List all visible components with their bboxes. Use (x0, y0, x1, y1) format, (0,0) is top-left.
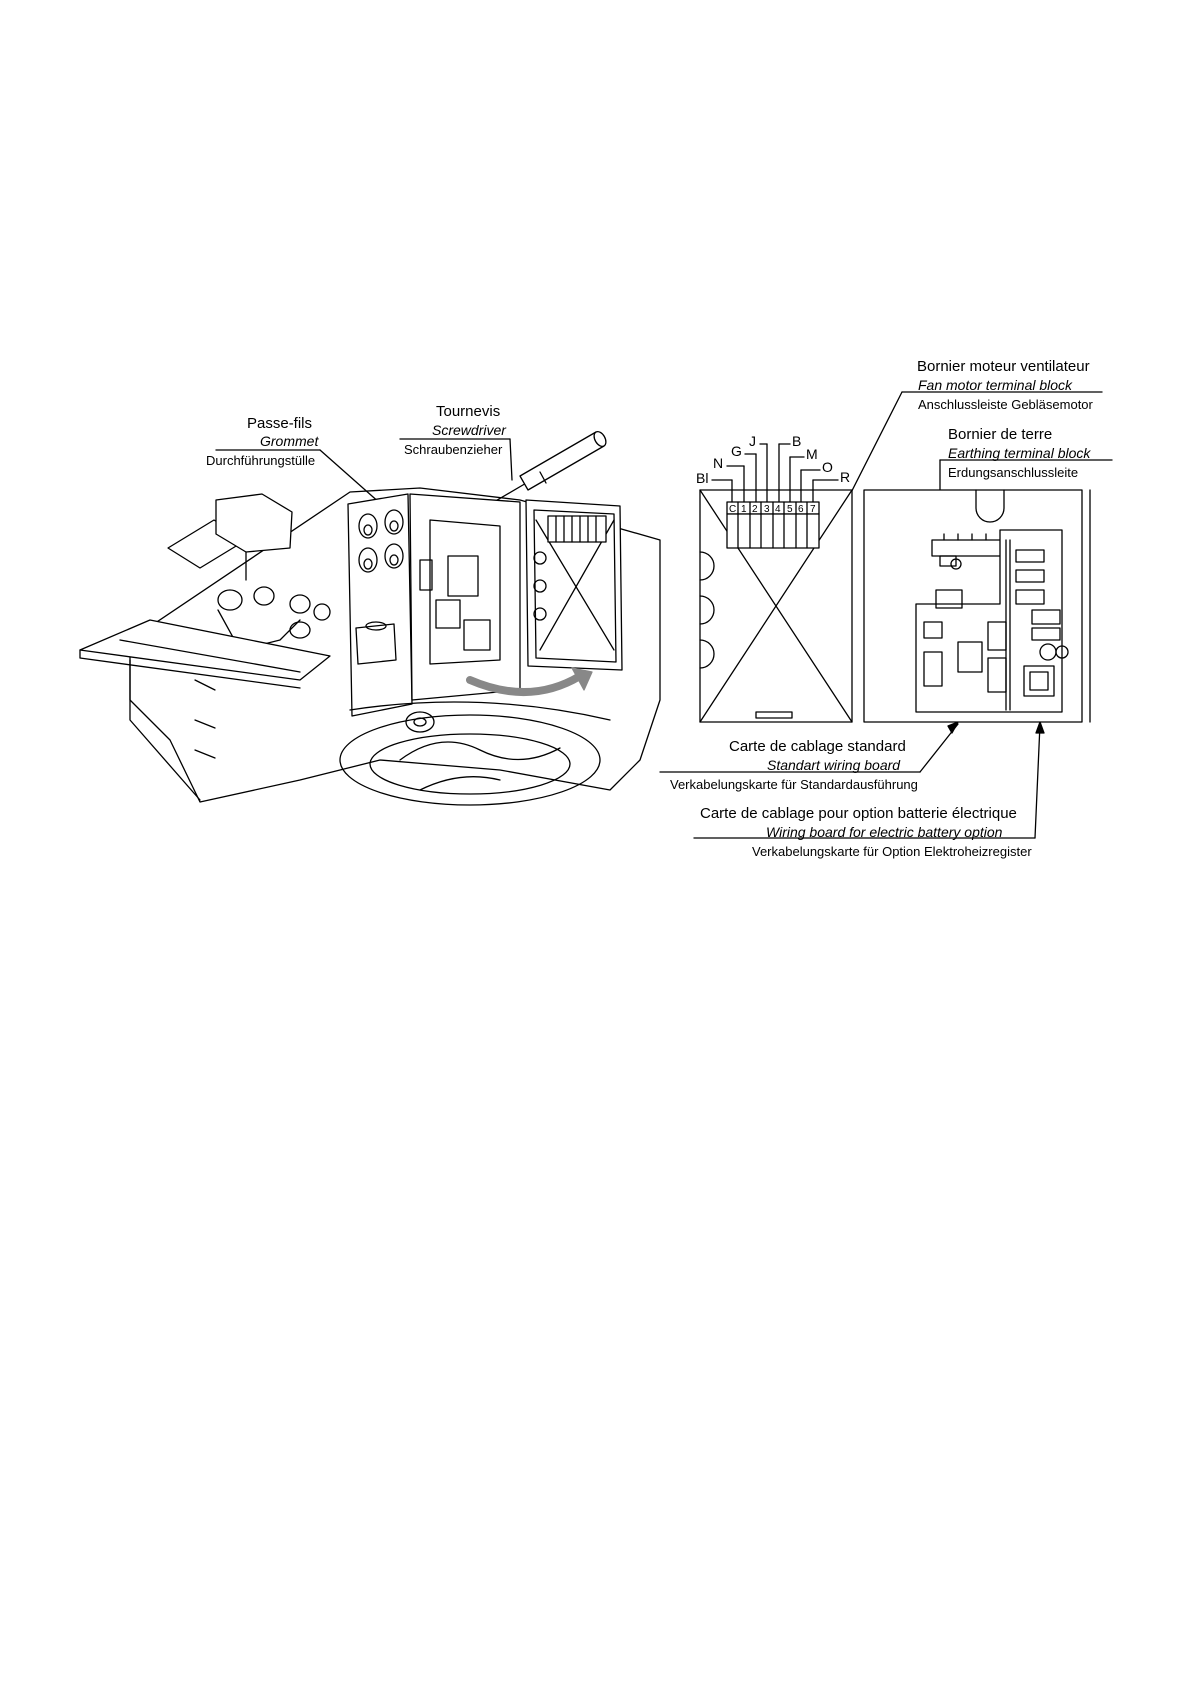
wire-letter-bl: Bl (696, 470, 709, 486)
opened-lid (526, 500, 622, 670)
fan-block-label-fr: Bornier moteur ventilateur (917, 358, 1090, 375)
grommet-label-en: Grommet (260, 433, 319, 449)
earth-block-label-en: Earthing terminal block (948, 445, 1091, 461)
wire-letter-o: O (822, 459, 833, 475)
earth-block-label-fr: Bornier de terre (948, 426, 1053, 443)
electric-board-label-fr: Carte de cablage pour option batterie électrique (700, 805, 1017, 822)
electric-option-wiring-board (864, 490, 1090, 722)
unit-illustration (80, 430, 660, 805)
terminal-number-c: C (729, 504, 737, 515)
terminal-number-1: 1 (741, 504, 747, 515)
electric-board-label-de: Verkabelungskarte für Option Elektroheizregister (752, 844, 1032, 859)
wire-letter-g: G (731, 443, 742, 459)
terminal-number-5: 5 (787, 504, 793, 515)
terminal-number-6: 6 (798, 504, 804, 515)
standard-board-label-fr: Carte de cablage standard (729, 738, 906, 755)
screwdriver-label-fr: Tournevis (436, 403, 501, 420)
terminal-number-4: 4 (775, 504, 781, 515)
earth-block-label-de: Erdungsanschlussleite (948, 465, 1079, 480)
fan-drawing (340, 702, 610, 805)
standard-wiring-board (700, 444, 852, 722)
wire-letter-n: N (713, 455, 724, 471)
wire-letter-m: M (806, 446, 818, 462)
wire-letter-j: J (749, 433, 756, 449)
wire-letter-r: R (840, 469, 851, 485)
electric-board-label-en: Wiring board for electric battery option (766, 824, 1003, 840)
grommet-label-fr: Passe-fils (247, 415, 313, 432)
wiring-boards (660, 392, 1112, 838)
fan-block-label-de: Anschlussleiste Gebläsemotor (918, 397, 1093, 412)
screwdriver-label-en: Screwdriver (432, 422, 506, 438)
fan-block-label-en: Fan motor terminal block (918, 377, 1073, 393)
grommet-label-de: Durchführungstülle (206, 453, 316, 468)
standard-board-label-de: Verkabelungskarte für Standardausführung (670, 777, 918, 792)
terminal-number-7: 7 (810, 504, 816, 515)
terminal-number-3: 3 (764, 504, 770, 515)
standard-board-label-en: Standart wiring board (767, 757, 901, 773)
screwdriver-label-de: Schraubenzieher (404, 442, 503, 457)
wire-letter-b: B (792, 433, 802, 449)
terminal-number-2: 2 (752, 504, 758, 515)
